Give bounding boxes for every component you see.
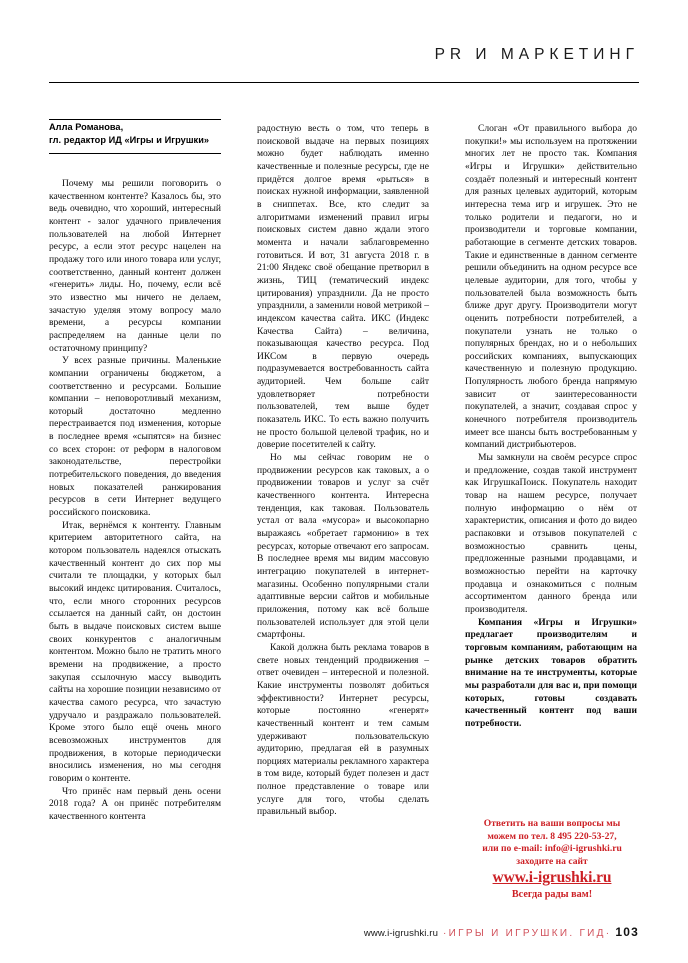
contact-website-link[interactable]: www.i-igrushki.ru	[492, 869, 612, 887]
page-number: 103	[615, 925, 639, 939]
article-column-3	[465, 123, 637, 813]
contact-line-1: Ответить на ваши вопросы мы	[483, 818, 621, 829]
header-divider	[49, 82, 639, 83]
paragraph: радостную весть о том, что теперь в поисковой выдаче на первых позициях можно будет наблюдать именно качественные и полезные ресурсы, где не придётся долгое время «рыться» в поисках нужной информации, заявленной в сниппетах. Все, кто следит за алгоритмами изменений правил игры поисковых систем давно ждали этого момента и начали заблаговременно готовиться. И вот, 31 августа 2018 г. в 21:00 Яндекс своё обещание претворил в жизнь, ТИЦ (тематический индекс цитирования) упразднили. Да не просто упразднили, а заменили новой метрикой – индексом качества сайта. ИКС (Индекс Качества Сайта) – величина, показывающая качество ресурса. Под ИКСом в первую очередь подразумевается востребованность сайта аудиторией. Чем больше сайт удовлетворяет потребности пользователей, тем выше будет показатель ИКС. То есть важно получить не просто большой целевой трафик, но и доверие посетителей к сайту.	[257, 123, 429, 451]
closing-call-to-action-paragraph: Компания «Игры и Игрушки» предлагает производителям и торговым компаниям, работающим на рынке детских товаров обратить внимание на те инструменты, которые мы разработали для вас и, при помощи которых, готовы создавать качественный контент под ваши потребности.	[465, 616, 637, 729]
byline-author-role: гл. редактор ИД «Игры и Игрушки»	[49, 134, 210, 145]
contact-box	[465, 818, 639, 902]
paragraph: Но мы сейчас говорим не о продвижении ресурсов как таковых, а о продвижении товаров и услуг за счёт качественного контента. Интересна тенденция, как таковая. Пользователь устал от вала «мусора» и высокопарно выражаясь «обретает гармонию» в тех ресурсах, которые отвечают его запросам. В последнее время мы видим массовую интеграцию покупателей в интернет-магазины. Особенно популярными стали адаптивные версии сайтов и мобильные приложения, потому как всё больше пользователей использует для этой цели смартфоны.	[257, 452, 429, 641]
page-footer	[49, 925, 639, 939]
contact-closing-line: Всегда рады вам!	[511, 889, 593, 901]
paragraph: Какой должна быть реклама товаров в свете новых тенденций продвижения – ответ очевиден – интересной и полезной. Какие инструменты позволят добиться эффективности? Интернет ресурсы, которые постоянно «генерят» качественный контент и тем самым удерживают пользовательскую аудиторию, предлагая ей в разумных порциях материалы рекламного характера в том виде, который будет полезен и даст полное представление о товаре или услуге для того, чтобы сделать правильный выбор.	[257, 641, 429, 818]
section-title: PR И МАРКЕТИНГ	[434, 46, 639, 63]
paragraph: Что принёс нам первый день осени 2018 года? А он принёс потребителям качественного контента	[49, 785, 221, 822]
article-column-1	[49, 178, 221, 898]
footer-brand-name: ·ИГРЫ И ИГРУШКИ. ГИД·	[443, 928, 612, 939]
paragraph: Почему мы решили поговорить о качественном контенте? Казалось бы, это ведь очевидно, что хороший, интересный контент - залог удачного привлечения пользователей на любой Интернет ресурс, а если этот ресурс нацелен на продажу того или иного товара или услуг, соответственно, данный контент должен «генерить» лиды. Но, почему, если всё это известно мы ничего не делаем, зачастую уделяя этому вопросу мало времени, а ресурсы компании распределяем на данные цели по остаточному принципу?	[49, 178, 221, 354]
paragraph: У всех разные причины. Маленькие компании ограничены бюджетом, а соответственно и ресурсами. Большие компании – неповоротливый механизм, который достаточно медленно перестраивается под изменения, которые в последнее время «сыпятся» на бизнес со всех сторон: от реформ в налоговом законодательстве, перестройки потребительского поведения, до введения новых показателей ранжирования ресурсов в сети Интернет ведущего российского поисковика.	[49, 355, 221, 519]
paragraph: Итак, вернёмся к контенту. Главным критерием авторитетного сайта, на котором пользователь надеялся отыскать качественный контент до сих пор мы считали те площадки, у которых был высокий индекс цитирования. Считалось, что, если много сторонних ресурсов ссылается на данный сайт, он достоин быть в выдаче поисковых систем выше своих конкурентов с аналогичным контентом. Можно было не тратить много времени на продвижение, а просто закупая ссылочную массу выводить сайты на хорошие позиции независимо от качества самого ресурса, что зачастую удручало и раздражало пользователей. Кроме этого было ещё очень много всевозможных инструментов для продвижения, в которые периодически вносились изменения, но мы сегодня говорим о контенте.	[49, 519, 221, 784]
byline-author-name: Алла Романова,	[49, 122, 124, 132]
section-header	[49, 46, 639, 64]
byline-divider-bottom	[49, 153, 221, 154]
contact-phone-line: можем по тел. 8 495 220-53-27,	[487, 830, 617, 842]
byline	[49, 121, 221, 146]
byline-divider-top	[49, 119, 221, 120]
contact-visit-site-label: заходите на сайт	[516, 855, 588, 867]
paragraph: Мы замкнули на своём ресурсе спрос и предложение, создав такой инструмент как ИгрушкаПоиск. Покупатель находит товар на нашем ресурсе, получает полную информацию о нём от характеристик, описания и фото до видео распаковки и отзывов покупателей с возможностью сравнить цены, предложенные разными продавцами, и возможностью перейти на карточку продавца и ознакомиться с полным ассортиментом данного бренда или производителя.	[465, 452, 637, 615]
article-column-2	[257, 123, 429, 898]
paragraph: Слоган «От правильного выбора до покупки!» мы используем на протяжении многих лет не просто так. Компания «Игры и Игрушки» действительно создаёт полезный и интересный контент для разных целевых аудиторий, которым интересна тема игр и игрушек. Это не только родители и педагоги, но и производители и торговые компании, работающие в сегменте детских товаров. Такие и единственные в данном сегменте решили объединить на одном ресурсе все целевые аудитории, для того, чтобы у пользователей была возможность быть ближе друг другу. Производители могут оценить потребности потребителей, а покупатели узнать не только о популярных брендах, но и о небольших российских компаниях, выпускающих качественную и полезную продукцию. Популярность любого бренда напрямую зависит от заинтересованности покупателей, а значит, создавая спрос у конечного потребителя производитель имеет все шансы быть востребованным у компаний дистрибьютеров.	[465, 123, 637, 451]
contact-email-line: или по e-mail: info@i-igrushki.ru	[482, 843, 622, 855]
footer-site-url[interactable]: www.i-igrushki.ru	[363, 928, 439, 939]
